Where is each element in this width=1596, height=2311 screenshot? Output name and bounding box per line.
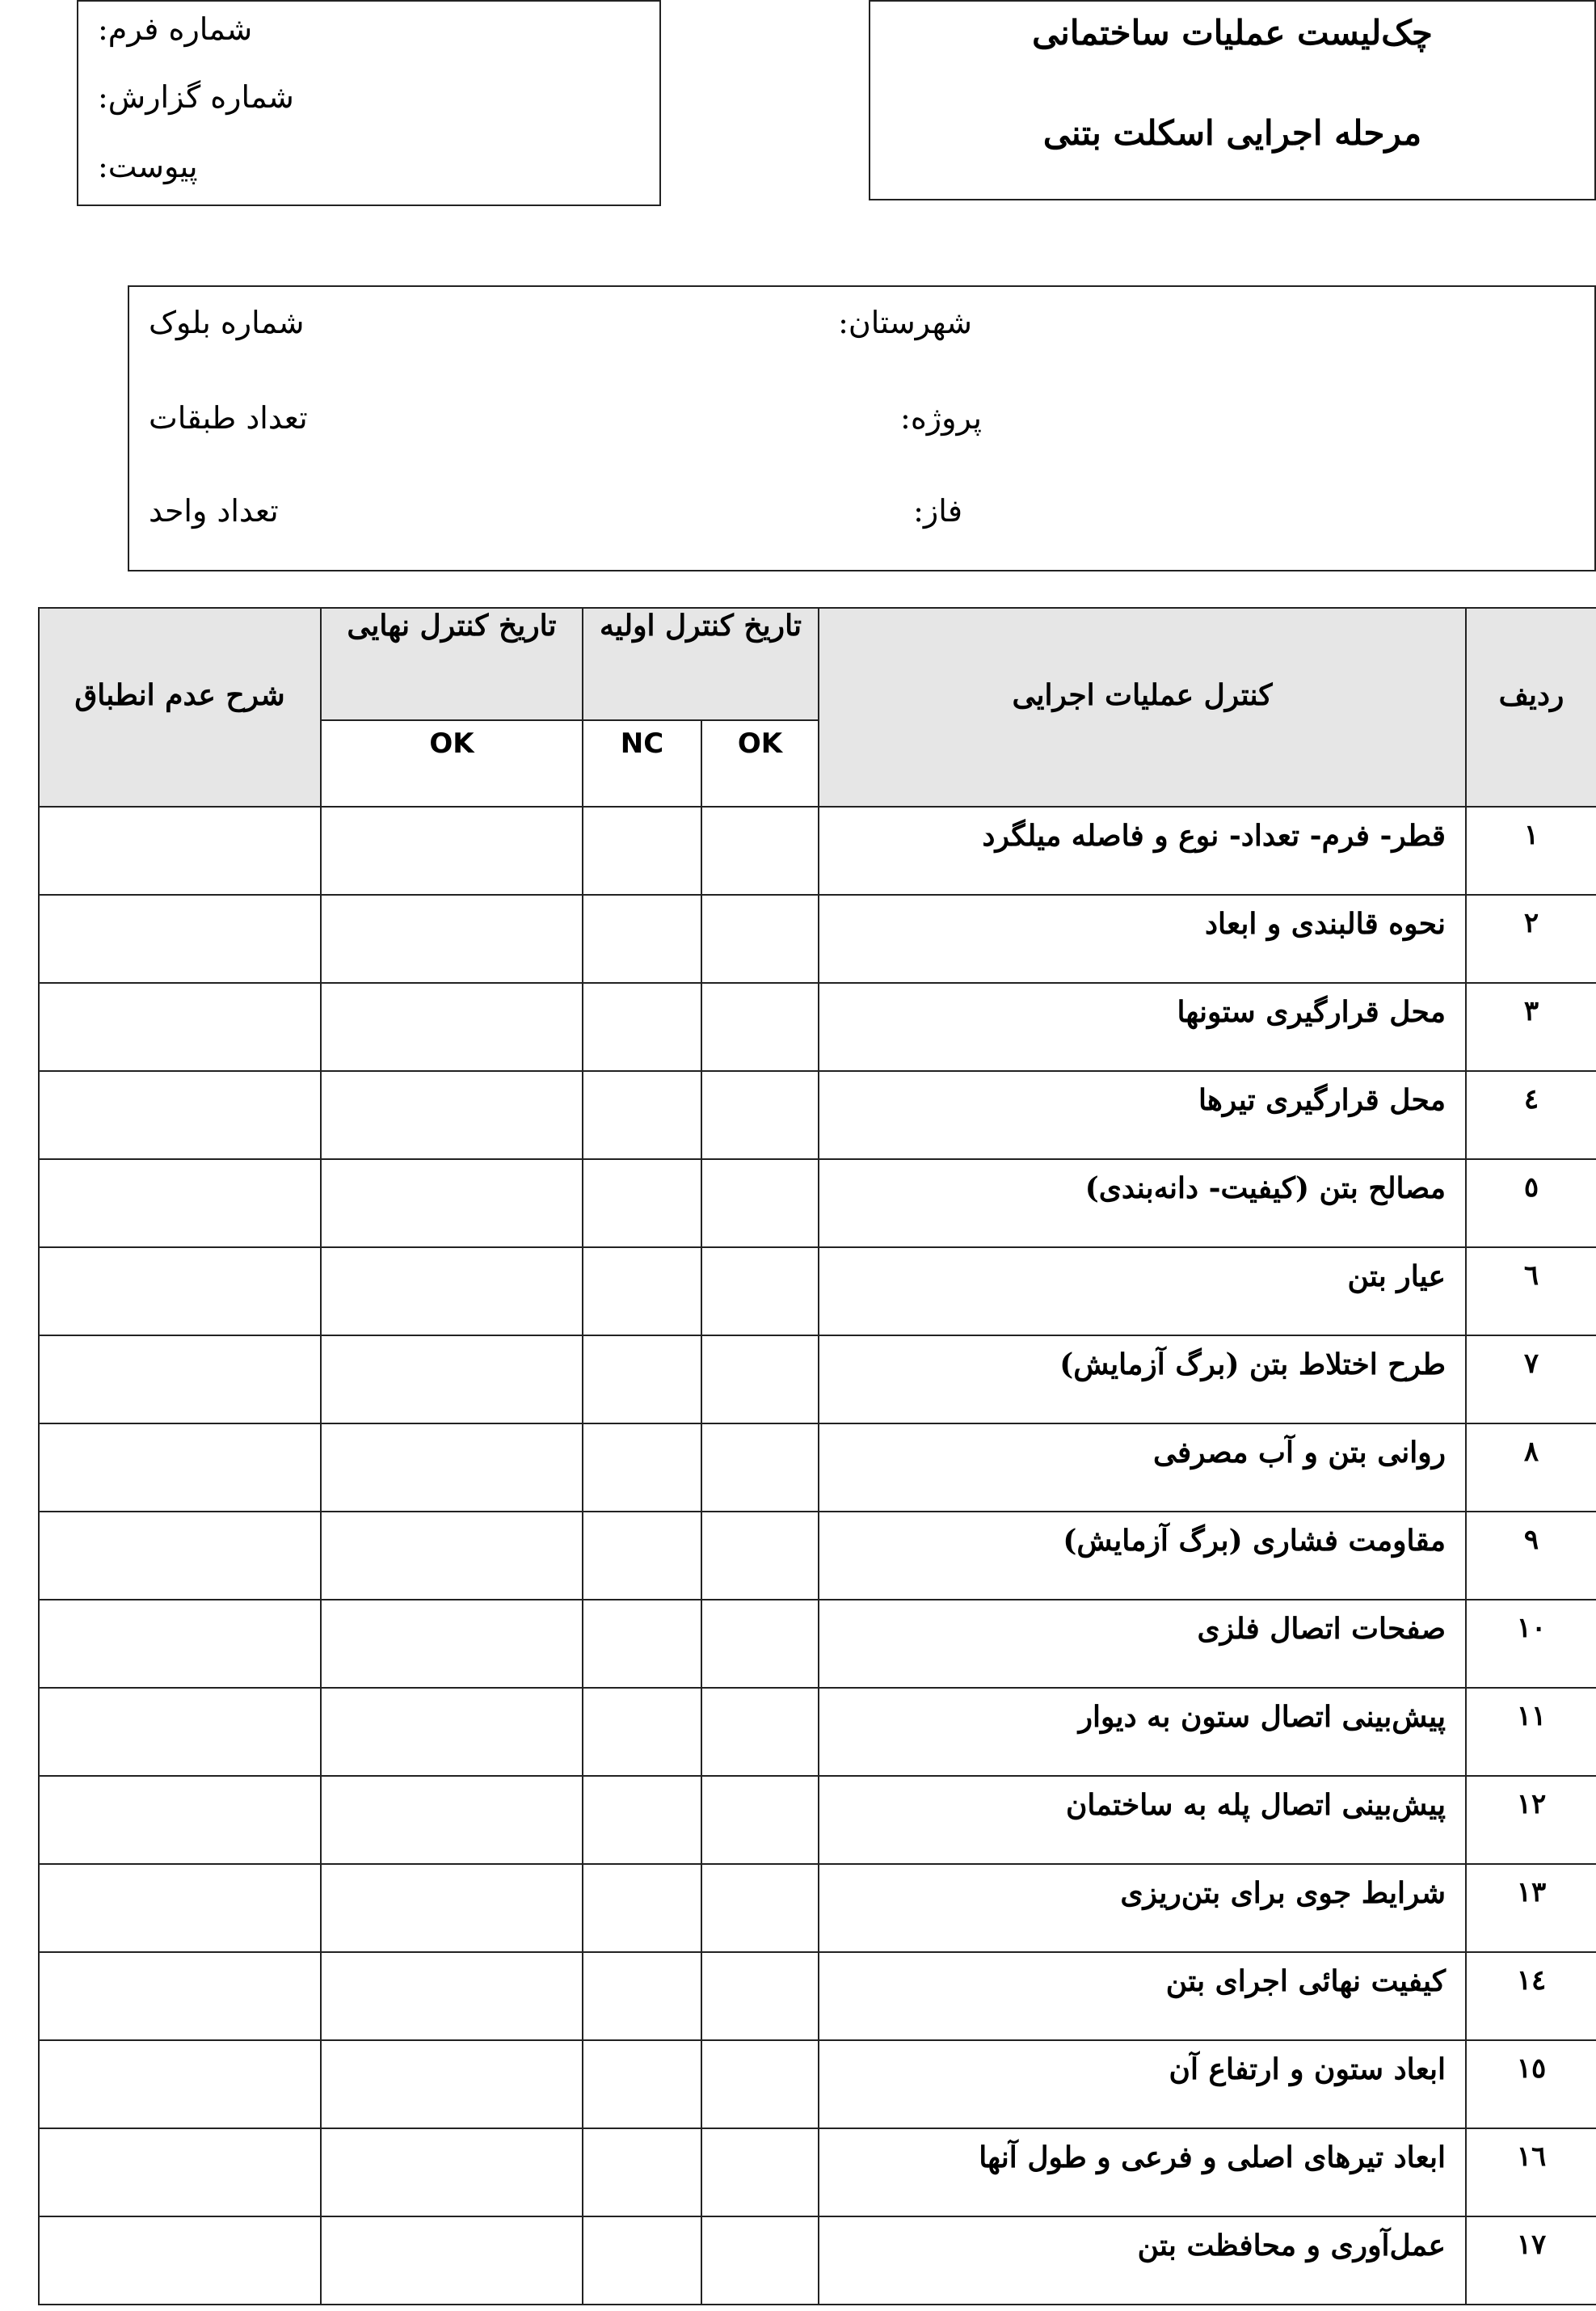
final-ok-cell[interactable] <box>321 807 583 895</box>
row-number-cell: ۱۰ <box>1466 1600 1596 1688</box>
final-ok-cell[interactable] <box>321 895 583 983</box>
initial-nc-cell[interactable] <box>583 1952 701 2040</box>
header-initial-control-date: تاریخ کنترل اولیه <box>583 608 819 720</box>
nonconformity-cell[interactable] <box>39 807 321 895</box>
nonconformity-cell[interactable] <box>39 1600 321 1688</box>
row-number-cell: ۱۲ <box>1466 1776 1596 1864</box>
final-ok-cell[interactable] <box>321 2040 583 2128</box>
final-ok-cell[interactable] <box>321 1600 583 1688</box>
final-ok-cell[interactable] <box>321 1423 583 1512</box>
initial-ok-cell[interactable] <box>701 895 819 983</box>
row-number-cell: ۱٤ <box>1466 1952 1596 2040</box>
operation-item-cell: ابعاد ستون و ارتفاع آن <box>819 2040 1466 2128</box>
row-number-cell: ٦ <box>1466 1247 1596 1335</box>
initial-ok-cell[interactable] <box>701 1247 819 1335</box>
initial-ok-cell[interactable] <box>701 983 819 1071</box>
final-ok-cell[interactable] <box>321 1776 583 1864</box>
document-title-box <box>869 0 1596 200</box>
nonconformity-cell[interactable] <box>39 2128 321 2216</box>
nonconformity-cell[interactable] <box>39 2216 321 2305</box>
operation-item-cell: پیش‌بینی اتصال پله به ساختمان <box>819 1776 1466 1864</box>
initial-ok-cell[interactable] <box>701 1952 819 2040</box>
nonconformity-cell[interactable] <box>39 1071 321 1159</box>
operation-item-cell: عیار بتن <box>819 1247 1466 1335</box>
units-count-field[interactable]: تعداد واحد <box>149 493 279 529</box>
initial-nc-cell[interactable] <box>583 1864 701 1952</box>
report-number-field[interactable]: شماره گزارش: <box>98 79 294 115</box>
floors-count-field[interactable]: تعداد طبقات <box>149 400 308 436</box>
row-number-cell: ۱۷ <box>1466 2216 1596 2305</box>
initial-ok-cell[interactable] <box>701 1688 819 1776</box>
form-number-field[interactable]: شماره فرم: <box>98 11 253 47</box>
nonconformity-cell[interactable] <box>39 1423 321 1512</box>
row-number-cell: ٥ <box>1466 1159 1596 1247</box>
table-row <box>39 1335 1596 1423</box>
initial-nc-cell[interactable] <box>583 1159 701 1247</box>
table-row <box>39 2040 1596 2128</box>
final-ok-cell[interactable] <box>321 1335 583 1423</box>
table-row <box>39 983 1596 1071</box>
initial-nc-cell[interactable] <box>583 2128 701 2216</box>
nonconformity-cell[interactable] <box>39 1247 321 1335</box>
header-final-control-date: تاریخ کنترل نهایی <box>321 608 583 720</box>
project-info-box <box>128 285 1596 571</box>
final-ok-cell[interactable] <box>321 1952 583 2040</box>
nonconformity-cell[interactable] <box>39 1688 321 1776</box>
document-title: چک‌لیست عملیات ساختمانی <box>1032 13 1433 53</box>
initial-nc-cell[interactable] <box>583 2040 701 2128</box>
initial-ok-cell[interactable] <box>701 807 819 895</box>
initial-ok-cell[interactable] <box>701 1335 819 1423</box>
header-final-ok: OK <box>321 720 583 807</box>
header-row-number: ردیف <box>1466 608 1596 807</box>
nonconformity-cell[interactable] <box>39 1776 321 1864</box>
nonconformity-cell[interactable] <box>39 1335 321 1423</box>
block-number-field[interactable]: شماره بلوک <box>149 305 305 340</box>
final-ok-cell[interactable] <box>321 983 583 1071</box>
row-number-cell: ۷ <box>1466 1335 1596 1423</box>
operation-item-cell: محل قرارگیری ستونها <box>819 983 1466 1071</box>
initial-ok-cell[interactable] <box>701 1423 819 1512</box>
initial-nc-cell[interactable] <box>583 1423 701 1512</box>
operation-item-cell: مصالح بتن (کیفیت- دانه‌بندی) <box>819 1159 1466 1247</box>
nonconformity-cell[interactable] <box>39 2040 321 2128</box>
table-row <box>39 1423 1596 1512</box>
table-row <box>39 1952 1596 2040</box>
operation-item-cell: محل قرارگیری تیرها <box>819 1071 1466 1159</box>
initial-ok-cell[interactable] <box>701 1071 819 1159</box>
project-field[interactable]: پروژه: <box>900 400 982 436</box>
nonconformity-cell[interactable] <box>39 1512 321 1600</box>
final-ok-cell[interactable] <box>321 1159 583 1247</box>
final-ok-cell[interactable] <box>321 2216 583 2305</box>
initial-ok-cell[interactable] <box>701 2128 819 2216</box>
initial-nc-cell[interactable] <box>583 1688 701 1776</box>
table-row <box>39 895 1596 983</box>
initial-nc-cell[interactable] <box>583 2216 701 2305</box>
nonconformity-cell[interactable] <box>39 1952 321 2040</box>
table-row <box>39 2216 1596 2305</box>
operation-item-cell: صفحات اتصال فلزی <box>819 1600 1466 1688</box>
initial-nc-cell[interactable] <box>583 983 701 1071</box>
table-row <box>39 1688 1596 1776</box>
table-row <box>39 1071 1596 1159</box>
initial-ok-cell[interactable] <box>701 1600 819 1688</box>
initial-nc-cell[interactable] <box>583 1600 701 1688</box>
operation-item-cell: ابعاد تیرهای اصلی و فرعی و طول آنها <box>819 2128 1466 2216</box>
header-operation-control: کنترل عملیات اجرایی <box>819 608 1466 807</box>
table-row <box>39 1864 1596 1952</box>
table-row <box>39 1512 1596 1600</box>
initial-nc-cell[interactable] <box>583 1776 701 1864</box>
initial-nc-cell[interactable] <box>583 1247 701 1335</box>
table-row <box>39 1247 1596 1335</box>
row-number-cell: ۲ <box>1466 895 1596 983</box>
operation-item-cell: روانی بتن و آب مصرفی <box>819 1423 1466 1512</box>
phase-field[interactable]: فاز: <box>913 493 962 529</box>
header-nonconformity-description: شرح عدم انطباق <box>39 608 321 807</box>
nonconformity-cell[interactable] <box>39 895 321 983</box>
row-number-cell: ۹ <box>1466 1512 1596 1600</box>
table-row <box>39 807 1596 895</box>
operation-item-cell: قطر- فرم- تعداد- نوع و فاصله میلگرد <box>819 807 1466 895</box>
nonconformity-cell[interactable] <box>39 1864 321 1952</box>
initial-ok-cell[interactable] <box>701 1512 819 1600</box>
table-row <box>39 2128 1596 2216</box>
operation-item-cell: کیفیت نهائی اجرای بتن <box>819 1952 1466 2040</box>
initial-nc-cell[interactable] <box>583 895 701 983</box>
nonconformity-cell[interactable] <box>39 983 321 1071</box>
operation-item-cell: پیش‌بینی اتصال ستون به دیوار <box>819 1688 1466 1776</box>
form-info-box <box>77 0 661 206</box>
operation-item-cell: شرایط جوی برای بتن‌ریزی <box>819 1864 1466 1952</box>
final-ok-cell[interactable] <box>321 1688 583 1776</box>
final-ok-cell[interactable] <box>321 1864 583 1952</box>
final-ok-cell[interactable] <box>321 1247 583 1335</box>
initial-ok-cell[interactable] <box>701 2040 819 2128</box>
attachment-field[interactable]: پیوست: <box>98 149 198 184</box>
row-number-cell: ۸ <box>1466 1423 1596 1512</box>
final-ok-cell[interactable] <box>321 1512 583 1600</box>
initial-nc-cell[interactable] <box>583 807 701 895</box>
city-field[interactable]: شهرستان: <box>838 305 972 340</box>
document-subtitle: مرحله اجرایی اسکلت بتنی <box>1042 113 1422 153</box>
final-ok-cell[interactable] <box>321 2128 583 2216</box>
nonconformity-cell[interactable] <box>39 1159 321 1247</box>
operation-item-cell: مقاومت فشاری (برگ آزمایش) <box>819 1512 1466 1600</box>
operation-item-cell: طرح اختلاط بتن (برگ آزمایش) <box>819 1335 1466 1423</box>
row-number-cell: ۱٦ <box>1466 2128 1596 2216</box>
initial-ok-cell[interactable] <box>701 1864 819 1952</box>
row-number-cell: ۳ <box>1466 983 1596 1071</box>
table-row <box>39 1159 1596 1247</box>
initial-nc-cell[interactable] <box>583 1071 701 1159</box>
row-number-cell: ۱ <box>1466 807 1596 895</box>
header-initial-nc: NC <box>583 720 701 807</box>
row-number-cell: ٤ <box>1466 1071 1596 1159</box>
table-row <box>39 1600 1596 1688</box>
table-row <box>39 1776 1596 1864</box>
initial-nc-cell[interactable] <box>583 1512 701 1600</box>
row-number-cell: ۱۱ <box>1466 1688 1596 1776</box>
initial-nc-cell[interactable] <box>583 1335 701 1423</box>
initial-ok-cell[interactable] <box>701 1776 819 1864</box>
checklist-table <box>38 607 1596 2305</box>
row-number-cell: ۱۳ <box>1466 1864 1596 1952</box>
final-ok-cell[interactable] <box>321 1071 583 1159</box>
initial-ok-cell[interactable] <box>701 1159 819 1247</box>
row-number-cell: ۱٥ <box>1466 2040 1596 2128</box>
initial-ok-cell[interactable] <box>701 2216 819 2305</box>
operation-item-cell: عمل‌آوری و محافظت بتن <box>819 2216 1466 2305</box>
operation-item-cell: نحوه قالبندی و ابعاد <box>819 895 1466 983</box>
header-initial-ok: OK <box>701 720 819 807</box>
